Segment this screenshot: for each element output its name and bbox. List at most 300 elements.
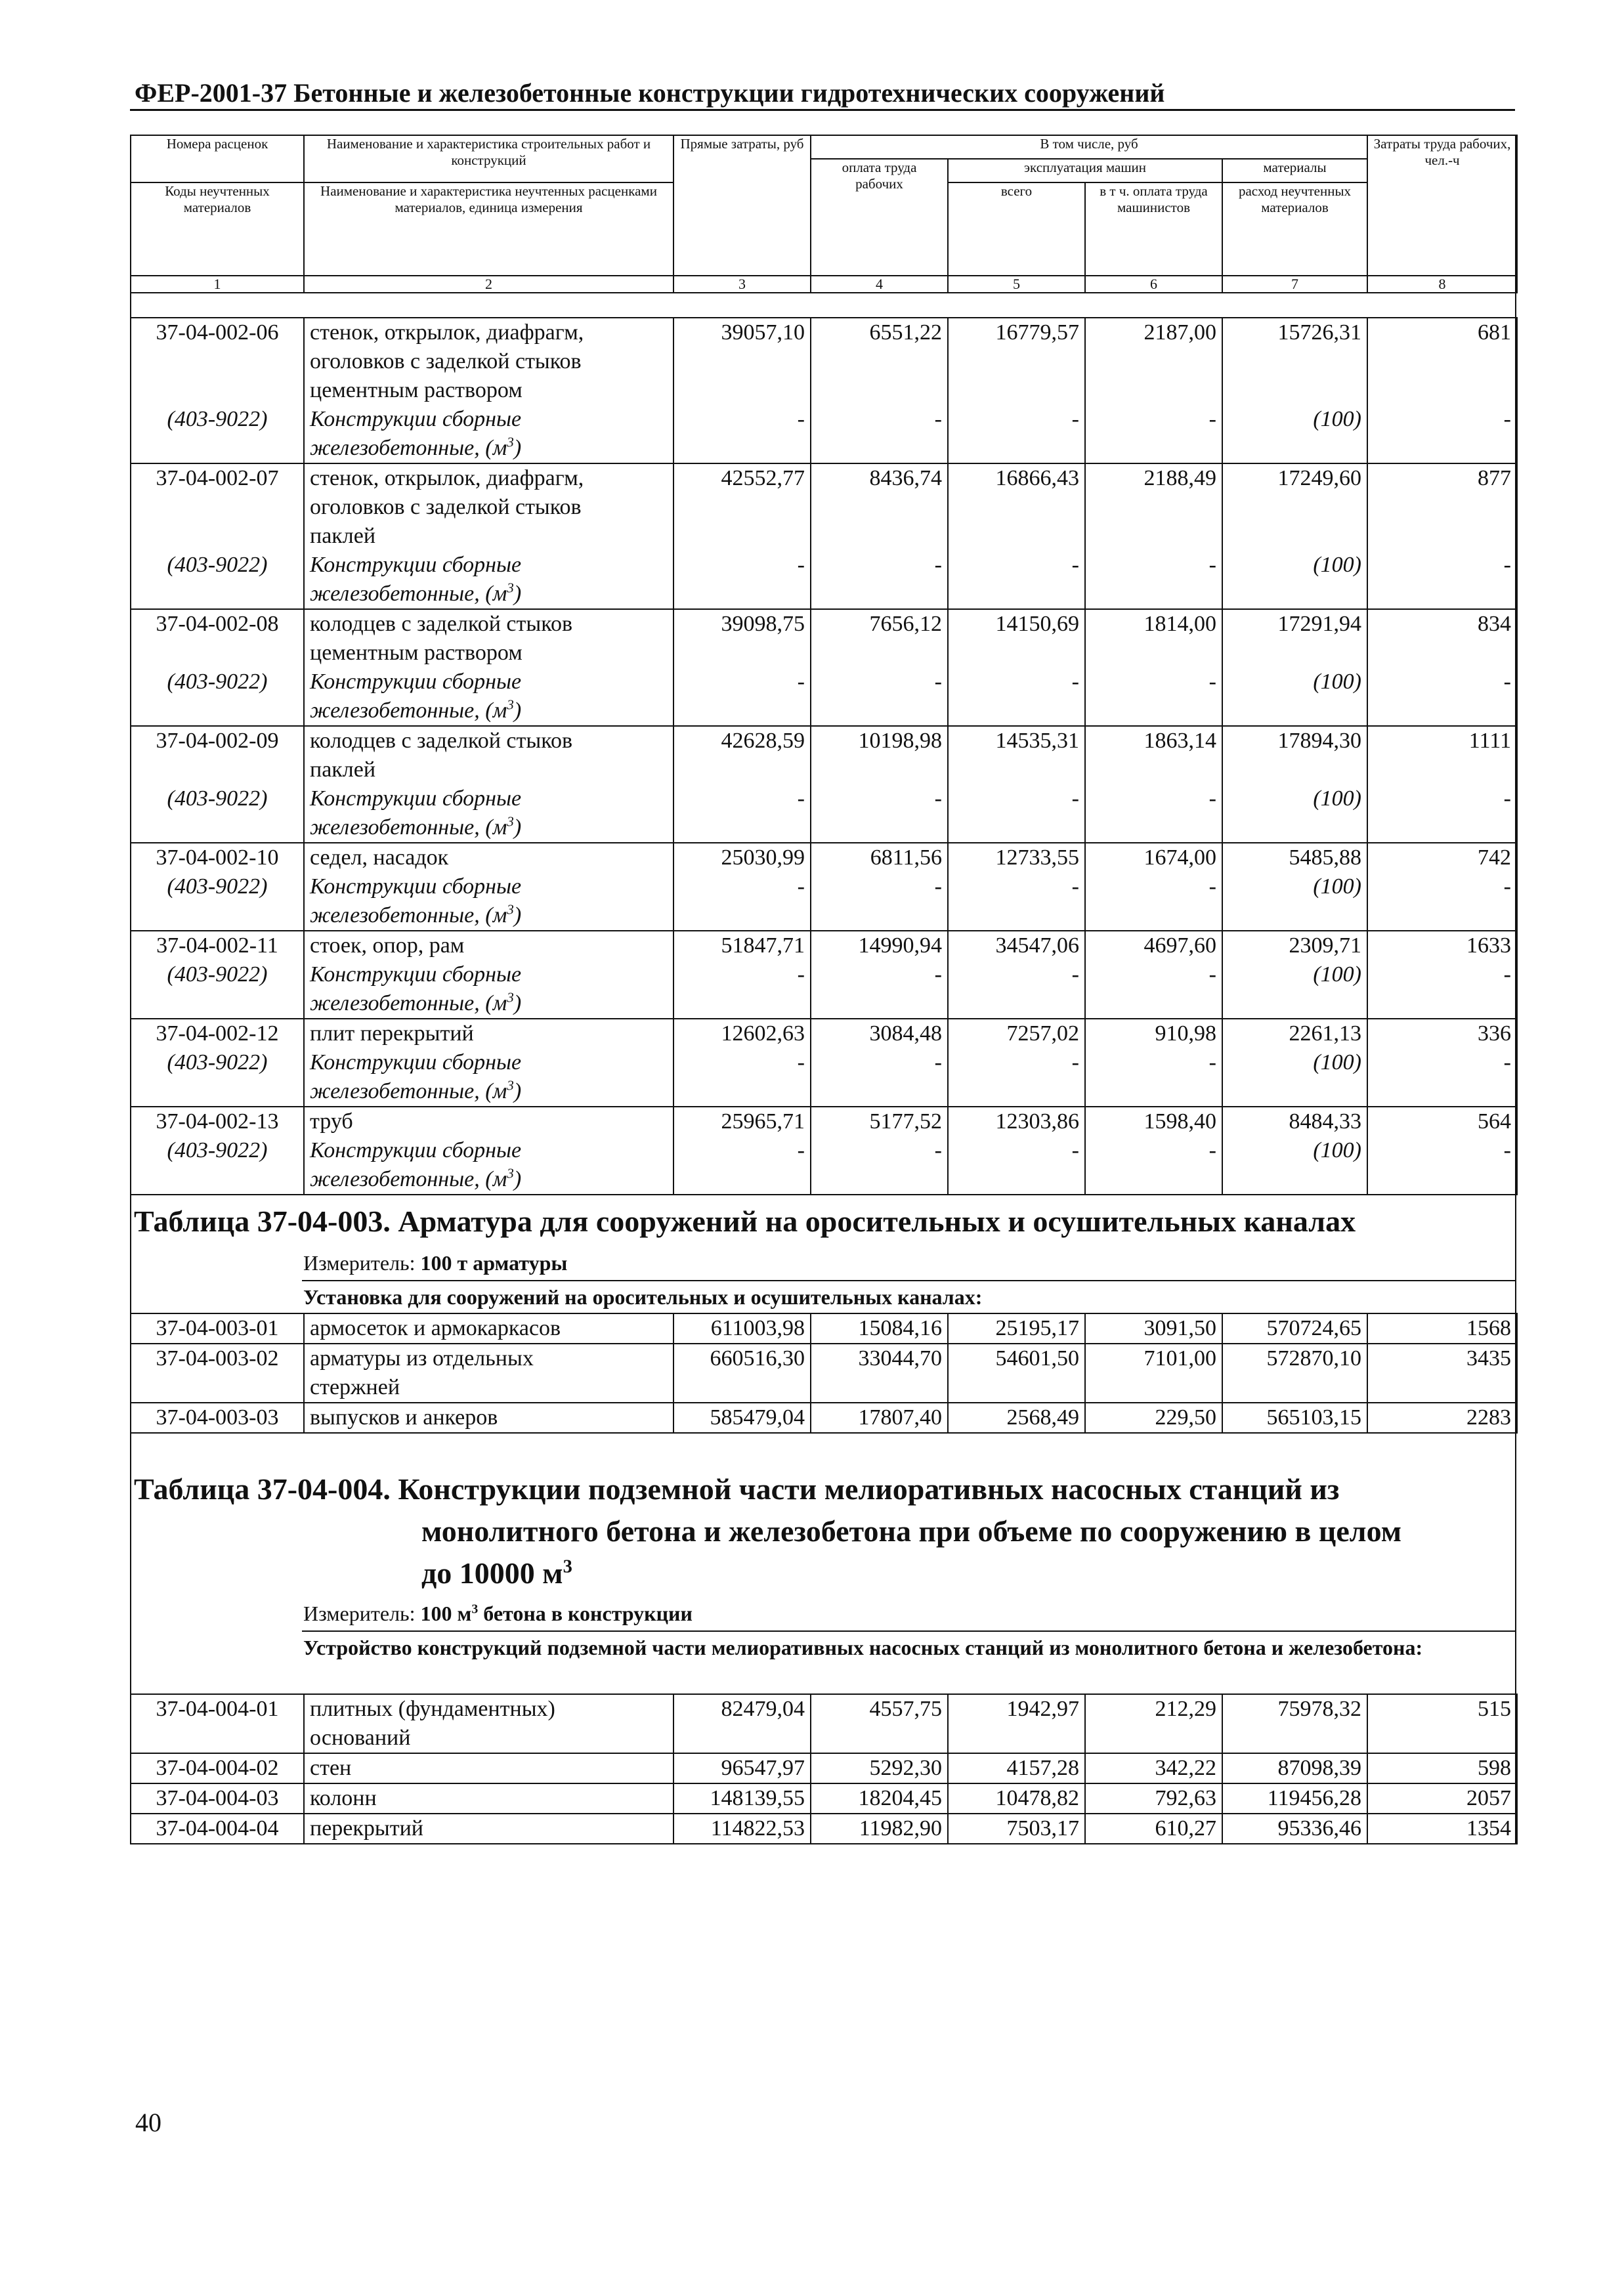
row-name [304,1814,673,1844]
name-line: выпусков и анкеров [310,1405,498,1430]
header-machinist-pay: в т ч. оплата труда машинистов [1085,182,1222,276]
header-work-name: Наименование и характеристика строительных работ и конструкций [304,135,673,182]
cell-labor: 11982,90 [811,1814,948,1844]
cell-mat: 17291,94 [1222,609,1367,668]
row-name [304,1107,673,1136]
cell-mach-labor: - [1085,960,1222,1019]
name-line: ) [513,1167,522,1191]
name-line: колодцев с заделкой стыков [310,612,573,636]
unit-superscript: 3 [507,813,514,830]
unit-superscript: 3 [507,1165,514,1182]
row-code: (403-9022) [131,551,304,609]
rate-row [131,726,1517,784]
cell-direct: 12602,63 [673,1019,811,1048]
row-name [304,405,673,463]
table-003-subheader: Установка для сооружений на оросительных и осушительных каналах: [303,1285,983,1309]
cell-mat: 87098,39 [1222,1753,1367,1783]
cell-mat: 572870,10 [1222,1344,1367,1403]
unit-superscript: 3 [507,1077,514,1094]
cell-hours: 1354 [1367,1814,1517,1844]
cell-hours: - [1367,405,1517,463]
material-row [131,1048,1517,1107]
cell-direct: - [673,960,811,1019]
cell-direct: - [673,405,811,463]
row-code: 37-04-002-12 [131,1019,304,1048]
row-code: (403-9022) [131,1136,304,1195]
cell-direct: 42552,77 [673,463,811,551]
header-including: В том числе, руб [811,135,1367,159]
table-003-meter-rule [302,1280,1516,1281]
table-004-rows [130,1693,1518,1844]
cell-hours: - [1367,784,1517,843]
row-code: 37-04-002-13 [131,1107,304,1136]
column-header [130,135,1518,293]
row-code: (403-9022) [131,668,304,726]
row-name [304,1048,673,1107]
row-code: 37-04-003-02 [131,1344,304,1403]
header-unaccounted-materials: расход неучтенных материалов [1222,182,1367,276]
name-line: армосеток и армокаркасов [310,1316,561,1340]
cell-direct: 25030,99 [673,843,811,872]
cell-mat: 2309,71 [1222,931,1367,960]
table-004-title-line3 [421,1552,572,1595]
row-code: 37-04-004-01 [131,1694,304,1753]
cell-mat: 17894,30 [1222,726,1367,784]
name-line: плитных (фундаментных) [310,1697,555,1721]
row-code: 37-04-003-03 [131,1403,304,1433]
name-line: оголовков с заделкой стыков [310,495,582,519]
header-direct-costs: Прямые затраты, руб [673,135,811,276]
cell-mach-labor: 2188,49 [1085,463,1222,551]
name-line: ) [513,436,522,460]
cell-mat: (100) [1222,405,1367,463]
header-labor-pay: оплата труда рабочих [811,159,948,276]
rate-row [131,931,1517,960]
rate-row [131,1344,1517,1403]
cell-mach: 12303,86 [948,1107,1085,1136]
cell-hours: 1633 [1367,931,1517,960]
name-line: ) [513,815,522,840]
cell-mach: - [948,405,1085,463]
rate-row [131,1107,1517,1136]
cell-mat: 95336,46 [1222,1814,1367,1844]
cell-mach: 10478,82 [948,1783,1085,1814]
name-line: Конструкции сборные [310,407,522,431]
cell-labor: 17807,40 [811,1403,948,1433]
name-line: стенок, открылок, диафрагм, [310,466,584,490]
unit-superscript: 3 [507,434,514,450]
name-line: Конструкции сборные [310,1138,522,1162]
table-004-title-sup: 3 [563,1556,572,1577]
cell-direct: - [673,872,811,931]
cell-mach: 25195,17 [948,1313,1085,1344]
unit-superscript: 3 [507,989,514,1006]
name-line: цементным раствором [310,641,523,665]
rate-row [131,843,1517,872]
cell-direct: - [673,1048,811,1107]
cell-hours: 2283 [1367,1403,1517,1433]
title-rule [130,109,1515,111]
cell-mach: - [948,1136,1085,1195]
row-name [304,1136,673,1195]
name-line: стержней [310,1375,400,1399]
row-name [304,551,673,609]
cell-labor: 5292,30 [811,1753,948,1783]
cell-mach-labor: 7101,00 [1085,1344,1222,1403]
row-name [304,1344,673,1403]
name-line: Конструкции сборные [310,962,522,987]
table-004-meter-value: 100 м [420,1602,472,1625]
rate-row [131,1313,1517,1344]
rate-row [131,1403,1517,1433]
table-004-meter-rest: бетона в конструкции [483,1602,693,1625]
rate-row [131,609,1517,668]
cell-mat: 15726,31 [1222,318,1367,405]
cell-labor: - [811,405,948,463]
cell-labor: - [811,1136,948,1195]
name-line: седел, насадок [310,845,449,870]
unit-superscript: 3 [507,696,514,713]
cell-mach: 4157,28 [948,1753,1085,1783]
cell-labor: 8436,74 [811,463,948,551]
row-name [304,609,673,668]
cell-labor: - [811,668,948,726]
colnum-4: 4 [811,276,948,293]
row-code: 37-04-004-04 [131,1814,304,1844]
colnum-1: 1 [131,276,304,293]
cell-hours: - [1367,668,1517,726]
cell-mat: 570724,65 [1222,1313,1367,1344]
row-name [304,1313,673,1344]
name-line: железобетонные, (м [310,991,507,1015]
header-machine-operation: эксплуатация машин [948,159,1222,182]
rate-row [131,1814,1517,1844]
name-line: паклей [310,757,376,782]
name-line: стоек, опор, рам [310,933,465,958]
name-line: Конструкции сборные [310,874,522,899]
row-name [304,463,673,551]
cell-mach: 34547,06 [948,931,1085,960]
cell-labor: 4557,75 [811,1694,948,1753]
cell-direct: - [673,551,811,609]
rate-row [131,318,1517,405]
material-row [131,405,1517,463]
cell-mat: (100) [1222,1048,1367,1107]
cell-mach: 7257,02 [948,1019,1085,1048]
rate-row [131,1694,1517,1753]
column-numbers [131,276,1517,293]
cell-hours: 681 [1367,318,1517,405]
cell-mat: 119456,28 [1222,1783,1367,1814]
cell-mach-labor: 342,22 [1085,1753,1222,1783]
cell-hours: - [1367,1048,1517,1107]
cell-mach: 16779,57 [948,318,1085,405]
cell-mach: - [948,551,1085,609]
row-name [304,1753,673,1783]
table-002-rows [130,317,1518,1195]
cell-hours: 2057 [1367,1783,1517,1814]
colnum-8: 8 [1367,276,1517,293]
cell-mach-labor: 792,63 [1085,1783,1222,1814]
cell-hours: - [1367,1136,1517,1195]
cell-mach: 12733,55 [948,843,1085,872]
table-004-meter-label: Измеритель: [303,1602,416,1625]
cell-mat: (100) [1222,872,1367,931]
table-003-meter [303,1251,567,1275]
cell-mach-labor: - [1085,784,1222,843]
cell-mach: 14535,31 [948,726,1085,784]
name-line: стен [310,1756,352,1780]
cell-labor: 18204,45 [811,1783,948,1814]
row-code: 37-04-004-02 [131,1753,304,1783]
cell-mach-labor: 212,29 [1085,1694,1222,1753]
cell-direct: - [673,1136,811,1195]
cell-mach-labor: 1598,40 [1085,1107,1222,1136]
cell-labor: 7656,12 [811,609,948,668]
name-line: железобетонные, (м [310,1167,507,1191]
row-code: (403-9022) [131,1048,304,1107]
row-code: (403-9022) [131,960,304,1019]
row-name [304,668,673,726]
name-line: Конструкции сборные [310,786,522,811]
name-line: Конструкции сборные [310,553,522,577]
name-line: железобетонные, (м [310,436,507,460]
header-material-codes: Коды неучтенных материалов [131,182,304,276]
name-line: колодцев с заделкой стыков [310,729,573,753]
table-003-rows [130,1313,1518,1434]
cell-direct: 585479,04 [673,1403,811,1433]
cell-hours: 336 [1367,1019,1517,1048]
row-code: (403-9022) [131,872,304,931]
name-line: ) [513,991,522,1015]
cell-mach: 2568,49 [948,1403,1085,1433]
colnum-3: 3 [673,276,811,293]
row-name [304,1019,673,1048]
table-004-meter-rule [302,1630,1516,1632]
name-line: оснований [310,1726,411,1750]
cell-labor: 14990,94 [811,931,948,960]
header-material-name: Наименование и характеристика неучтенных расценками материалов, единица измерения [304,182,673,276]
page-number: 40 [135,2108,161,2137]
cell-labor: - [811,551,948,609]
row-code: 37-04-002-08 [131,609,304,668]
cell-direct: - [673,668,811,726]
cell-mat: 5485,88 [1222,843,1367,872]
cell-mach-labor: - [1085,872,1222,931]
name-line: Конструкции сборные [310,1050,522,1075]
cell-labor: 6551,22 [811,318,948,405]
colnum-2: 2 [304,276,673,293]
cell-direct: 96547,97 [673,1753,811,1783]
name-line: ) [513,582,522,606]
row-code: 37-04-002-09 [131,726,304,784]
row-code: (403-9022) [131,405,304,463]
row-code: 37-04-002-11 [131,931,304,960]
cell-mat: 565103,15 [1222,1403,1367,1433]
cell-mach-labor: 229,50 [1085,1403,1222,1433]
table-004-subheader: Устройство конструкций подземной части мелиоративных насосных станций из монолитного бетона и железобетона: [303,1636,1423,1659]
cell-mat: (100) [1222,1136,1367,1195]
cell-hours: - [1367,872,1517,931]
material-row [131,784,1517,843]
cell-mach: - [948,960,1085,1019]
cell-labor: 5177,52 [811,1107,948,1136]
header-machine-total: всего [948,182,1085,276]
cell-mach: 7503,17 [948,1814,1085,1844]
rate-row [131,463,1517,551]
row-name [304,1694,673,1753]
rate-row [131,1019,1517,1048]
name-line: оголовков с заделкой стыков [310,349,582,373]
material-row [131,668,1517,726]
name-line: стенок, открылок, диафрагм, [310,320,584,345]
row-code: 37-04-002-07 [131,463,304,551]
table-003-title: Таблица 37-04-003. Арматура для сооружений на оросительных и осушительных каналах [134,1204,1356,1238]
colnum-7: 7 [1222,276,1367,293]
name-line: Конструкции сборные [310,670,522,694]
cell-direct: 611003,98 [673,1313,811,1344]
name-line: плит перекрытий [310,1021,474,1046]
table-004-title-line2: монолитного бетона и железобетона при объеме по сооружению в целом [421,1514,1402,1548]
table-004-title-line1: Таблица 37-04-004. Конструкции подземной части мелиоративных насосных станций из [134,1472,1340,1506]
cell-mat: 17249,60 [1222,463,1367,551]
row-name [304,1403,673,1433]
name-line: колонн [310,1786,377,1810]
cell-labor: 33044,70 [811,1344,948,1403]
cell-mat: (100) [1222,960,1367,1019]
cell-mach: 14150,69 [948,609,1085,668]
cell-labor: - [811,960,948,1019]
header-labor-hours: Затраты труда рабочих, чел.-ч [1367,135,1517,276]
frame-left [130,135,131,1844]
table-004-title-line3-text: до 10000 м [421,1556,563,1590]
cell-mat: 75978,32 [1222,1694,1367,1753]
cell-hours: 1568 [1367,1313,1517,1344]
material-row [131,960,1517,1019]
name-line: железобетонные, (м [310,815,507,840]
cell-mach-labor: 1814,00 [1085,609,1222,668]
material-row [131,1136,1517,1195]
table-003-meter-label: Измеритель: [303,1251,416,1275]
cell-direct: - [673,784,811,843]
cell-hours: 1111 [1367,726,1517,784]
header-codes: Номера расценок [131,135,304,182]
name-line: железобетонные, (м [310,903,507,927]
material-row [131,551,1517,609]
cell-mach: - [948,872,1085,931]
table-003-meter-value: 100 т арматуры [420,1251,568,1275]
row-name [304,872,673,931]
row-name [304,843,673,872]
cell-mach: - [948,668,1085,726]
rate-row [131,1753,1517,1783]
cell-hours: 598 [1367,1753,1517,1783]
table-004-meter [303,1602,693,1626]
row-name [304,931,673,960]
cell-hours: 515 [1367,1694,1517,1753]
cell-direct: 660516,30 [673,1344,811,1403]
row-name [304,960,673,1019]
cell-direct: 42628,59 [673,726,811,784]
cell-labor: - [811,784,948,843]
name-line: труб [310,1109,353,1134]
row-name [304,318,673,405]
cell-mat: 8484,33 [1222,1107,1367,1136]
cell-mat: 2261,13 [1222,1019,1367,1048]
cell-direct: 148139,55 [673,1783,811,1814]
row-name [304,726,673,784]
name-line: паклей [310,524,376,548]
row-code: 37-04-002-06 [131,318,304,405]
frame-right [1515,135,1516,1844]
colnum-6: 6 [1085,276,1222,293]
unit-superscript: 3 [507,901,514,918]
cell-hours: 742 [1367,843,1517,872]
cell-direct: 25965,71 [673,1107,811,1136]
cell-mach-labor: - [1085,405,1222,463]
cell-hours: 877 [1367,463,1517,551]
cell-labor: 3084,48 [811,1019,948,1048]
material-row [131,872,1517,931]
cell-direct: 39098,75 [673,609,811,668]
row-code: 37-04-002-10 [131,843,304,872]
cell-mach: 16866,43 [948,463,1085,551]
cell-direct: 39057,10 [673,318,811,405]
cell-hours: 834 [1367,609,1517,668]
name-line: железобетонные, (м [310,582,507,606]
table-004-meter-sup: 3 [471,1602,479,1617]
cell-mach-labor: - [1085,1136,1222,1195]
cell-direct: 51847,71 [673,931,811,960]
cell-mach-labor: 1863,14 [1085,726,1222,784]
cell-mach: - [948,784,1085,843]
name-line: ) [513,698,522,723]
row-code: (403-9022) [131,784,304,843]
row-name [304,1783,673,1814]
cell-mat: (100) [1222,668,1367,726]
cell-mach-labor: 910,98 [1085,1019,1222,1048]
cell-mach-labor: 610,27 [1085,1814,1222,1844]
cell-labor: 10198,98 [811,726,948,784]
name-line: железобетонные, (м [310,698,507,723]
cell-mach-labor: 3091,50 [1085,1313,1222,1344]
row-code: 37-04-004-03 [131,1783,304,1814]
cell-mach-labor: - [1085,668,1222,726]
cell-mach: - [948,1048,1085,1107]
row-name [304,784,673,843]
header-materials: материалы [1222,159,1367,182]
cell-mat: (100) [1222,551,1367,609]
rate-row [131,1783,1517,1814]
cell-direct: 114822,53 [673,1814,811,1844]
cell-mach-labor: - [1085,551,1222,609]
cell-mach-labor: 2187,00 [1085,318,1222,405]
cell-hours: - [1367,960,1517,1019]
unit-superscript: 3 [507,580,514,596]
cell-mach-labor: - [1085,1048,1222,1107]
row-code: 37-04-003-01 [131,1313,304,1344]
colnum-5: 5 [948,276,1085,293]
cell-mat: (100) [1222,784,1367,843]
cell-labor: - [811,872,948,931]
cell-labor: 15084,16 [811,1313,948,1344]
cell-hours: 564 [1367,1107,1517,1136]
name-line: цементным раствором [310,378,523,402]
name-line: железобетонные, (м [310,1079,507,1103]
cell-mach: 1942,97 [948,1694,1085,1753]
name-line: перекрытий [310,1816,423,1841]
cell-hours: 3435 [1367,1344,1517,1403]
